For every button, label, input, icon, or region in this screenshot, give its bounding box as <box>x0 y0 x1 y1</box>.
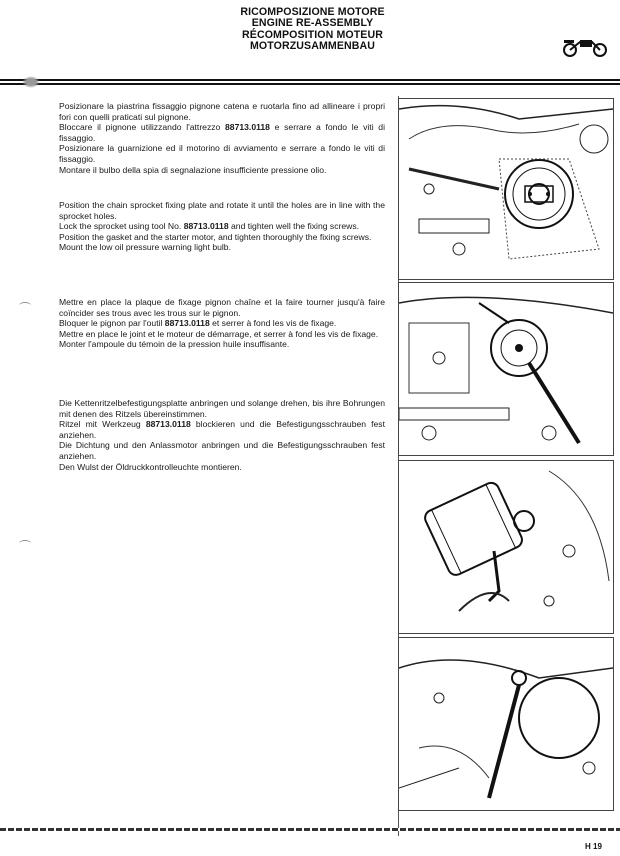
tool-number: 88713.0118 <box>183 221 229 232</box>
header-divider <box>0 79 620 87</box>
paragraph: Die Kettenritzelbefestigungsplatte anbringen und solange drehen, bis ihre Bohrungen mit denen des Ritzels übereinstimmen. <box>59 398 385 419</box>
paragraph: Ritzel mit Werkzeug 88713.0118 blockieren und die Befestigungsschrauben fest anziehen. <box>59 419 385 440</box>
paragraph: Die Dichtung und den Anlassmotor anbringen und die Befestigungsschrauben fest anziehen. <box>59 440 385 461</box>
paragraph: Bloquer le pignon par l'outil 88713.0118 et serrer à fond les vis de fixage. <box>59 318 337 329</box>
paragraph: Mettre en place la plaque de fixage pignon chaîne et la faire tourner jusqu'à faire coïncider ses trous avec les trous sur le pignon. <box>59 297 385 318</box>
paragraph: Den Wulst der Öldruckkontrolleuchte montieren. <box>59 461 242 472</box>
text-block-english <box>59 200 385 253</box>
title-english: ENGINE RE-ASSEMBLY <box>251 17 374 30</box>
tool-number: 88713.0118 <box>164 318 210 329</box>
figure-sprocket-plate <box>398 98 614 280</box>
title-italian: RICOMPOSIZIONE MOTORE <box>240 6 385 18</box>
paragraph: Montare il bulbo della spia di segnalazione insufficiente pressione olio. <box>59 164 327 175</box>
tool-number: 88713.0118 <box>145 419 191 430</box>
tool-number: 88713.0118 <box>225 122 270 133</box>
paragraph: Bloccare il pignone utilizzando l'attrezzo 88713.0118 e serrare a fondo le viti di fissaggio. <box>59 122 385 143</box>
footer-divider <box>0 828 620 831</box>
page-header <box>180 7 445 53</box>
binder-hole <box>19 540 31 547</box>
title-german: MOTORZUSAMMENBAU <box>250 40 375 53</box>
paragraph: Monter l'ampoule du témoin de la pression huile insuffisante. <box>59 339 290 350</box>
paragraph: Position the chain sprocket fixing plate and rotate it until the holes are in line with the sprocket holes. <box>59 200 385 221</box>
page-number: H 19 <box>585 842 602 851</box>
sprocket <box>505 160 573 228</box>
paragraph: Mettre en place le joint et le moteur de démarrage, et serrer à fond les vis de fixage. <box>59 328 379 339</box>
figure-starter-motor <box>398 460 614 634</box>
text-block-italian <box>59 101 385 175</box>
figure-oil-bulb <box>398 637 614 811</box>
text-block-german <box>59 398 385 472</box>
title-french: RÉCOMPOSITION MOTEUR <box>242 28 383 41</box>
paragraph: Position the gasket and the starter motor, and tighten thoroughly the fixing screws. <box>59 231 372 242</box>
motorcycle-icon <box>560 36 610 58</box>
paragraph: Posizionare la guarnizione ed il motorino di avviamento e serrare a fondo le viti di fissaggio. <box>59 143 385 164</box>
text-block-french <box>59 297 385 350</box>
figure-sprocket-tool <box>398 282 614 456</box>
paragraph: Posizionare la piastrina fissaggio pignone catena e ruotarla fino ad allineare i propri fori con quelli praticati sul pignone. <box>59 101 385 122</box>
binder-hole <box>19 302 31 309</box>
paragraph: Lock the sprocket using tool No. 88713.0118 and tighten well the fixing screws. <box>59 221 360 232</box>
paragraph: Mount the low oil pressure warning light bulb. <box>59 242 231 253</box>
